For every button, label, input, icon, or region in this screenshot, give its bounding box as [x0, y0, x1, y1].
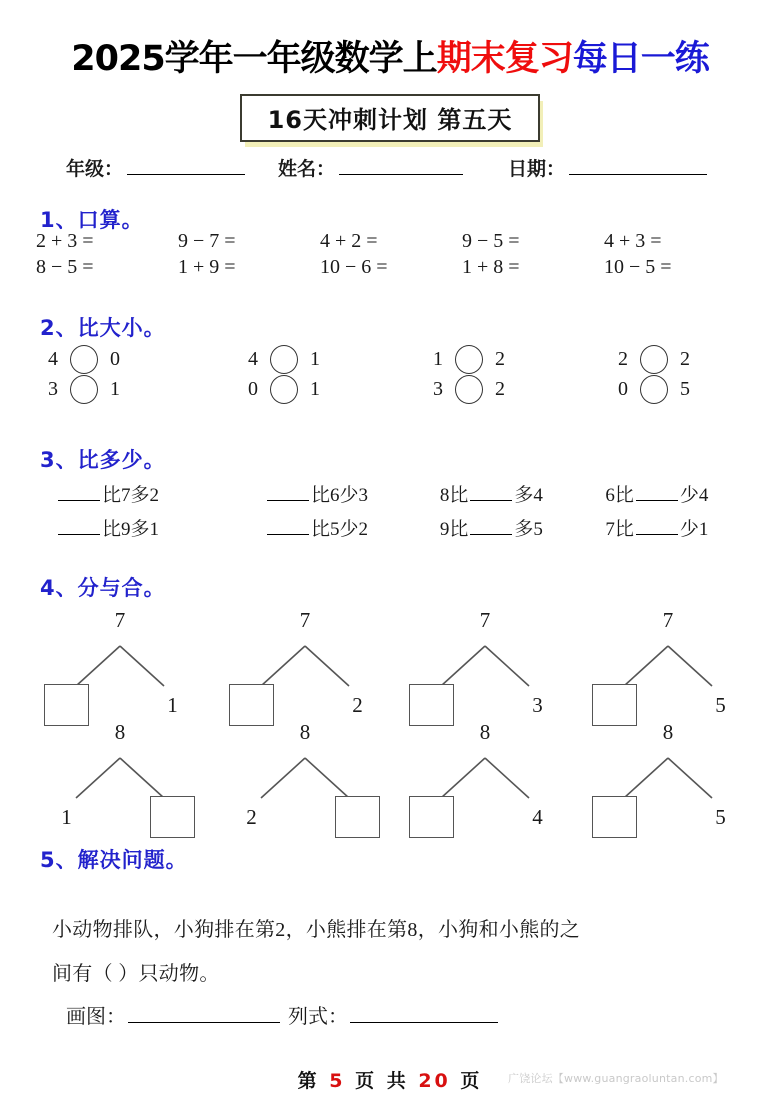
- more-less-cell[interactable]: [245, 480, 440, 507]
- bond-branch-lines: [606, 754, 730, 802]
- bond-total: 8: [662, 720, 674, 744]
- more-less-cell[interactable]: [605, 514, 766, 541]
- grade-field[interactable]: [66, 154, 245, 181]
- plan-box-label: 16天冲刺计划 第五天: [267, 106, 513, 134]
- number-bond: [40, 720, 200, 838]
- plan-box: [240, 94, 541, 142]
- section-4-number-bonds: [0, 608, 780, 838]
- compare-left-number: 1: [433, 347, 443, 370]
- more-less-suffix: 多5: [514, 519, 543, 540]
- calc-row: [36, 230, 746, 256]
- more-less-blank[interactable]: [636, 520, 678, 535]
- more-less-suffix: 少4: [679, 485, 709, 506]
- bond-answer-box[interactable]: [335, 796, 380, 838]
- calc-cell[interactable]: 1 + 9 =: [178, 256, 236, 278]
- date-input-line[interactable]: [569, 159, 707, 175]
- more-less-blank[interactable]: [267, 486, 309, 501]
- compare-group: [421, 344, 541, 404]
- calc-cell[interactable]: 10 − 6 =: [320, 256, 388, 278]
- more-less-prefix: 6比: [605, 485, 634, 506]
- more-less-cell[interactable]: [36, 514, 245, 541]
- formula-input-line[interactable]: [350, 1006, 498, 1023]
- bond-branch-lines: [423, 642, 547, 690]
- footer-prefix: 第: [297, 1070, 320, 1092]
- calc-cell[interactable]: 10 − 5 =: [604, 256, 672, 278]
- more-less-cell[interactable]: [36, 480, 245, 507]
- date-field[interactable]: [508, 154, 707, 181]
- compare-circle[interactable]: [640, 375, 668, 404]
- more-less-blank[interactable]: [470, 520, 512, 535]
- page-number-text: [298, 1066, 483, 1093]
- more-less-blank[interactable]: [58, 486, 100, 501]
- title-segment-red: 期末复习: [436, 39, 573, 79]
- more-less-cell[interactable]: [245, 514, 440, 541]
- compare-circle[interactable]: [455, 375, 483, 404]
- footer-total-pages: 20: [418, 1070, 451, 1092]
- number-bond: [40, 608, 200, 726]
- page-title: [0, 36, 780, 82]
- compare-right-number: 2: [680, 347, 690, 370]
- more-less-blank[interactable]: [58, 520, 100, 535]
- name-field[interactable]: [278, 154, 463, 181]
- compare-group: [236, 344, 356, 404]
- compare-row: [421, 344, 541, 374]
- compare-right-number: 2: [495, 347, 505, 370]
- bond-total: 7: [114, 608, 126, 632]
- calc-cell[interactable]: 2 + 3 =: [36, 230, 94, 252]
- title-segment-black: 2025学年一年级数学上: [71, 39, 437, 79]
- compare-right-number: 0: [110, 347, 120, 370]
- number-bond: [225, 608, 385, 726]
- section-3-heading: 3、比多少。: [40, 448, 166, 472]
- compare-right-number: 1: [310, 377, 320, 400]
- bond-total: 8: [299, 720, 311, 744]
- bond-known-value: 5: [715, 693, 726, 717]
- formula-answer-field[interactable]: [288, 1000, 500, 1029]
- calc-cell[interactable]: 8 − 5 =: [36, 256, 94, 278]
- student-info-row: [0, 152, 780, 182]
- bond-branch-lines: [606, 642, 730, 690]
- compare-left-number: 4: [248, 347, 258, 370]
- calc-row: [36, 256, 746, 282]
- bond-branch-lines: [58, 642, 182, 690]
- more-less-prefix: 9比: [439, 519, 469, 540]
- more-less-blank[interactable]: [470, 486, 512, 501]
- more-less-text: 比6少3: [311, 485, 369, 506]
- calc-cell[interactable]: 4 + 3 =: [604, 230, 662, 252]
- more-less-text: 比7多2: [102, 485, 160, 506]
- bond-known-value: 2: [246, 805, 257, 829]
- bond-known-value: 4: [532, 805, 543, 829]
- bond-total: 7: [479, 608, 491, 632]
- name-input-line[interactable]: [339, 159, 463, 175]
- number-bond: [588, 608, 748, 726]
- bond-known-value: 1: [167, 693, 178, 717]
- section-1-problems: [36, 230, 746, 282]
- bond-answer-box[interactable]: [150, 796, 195, 838]
- more-less-text: 比9多1: [102, 519, 160, 540]
- title-segment-blue: 每日一练: [572, 39, 709, 79]
- compare-circle[interactable]: [270, 375, 298, 404]
- bond-total: 8: [114, 720, 126, 744]
- compare-left-number: 3: [48, 377, 58, 400]
- compare-left-number: 2: [618, 347, 628, 370]
- compare-right-number: 1: [110, 377, 120, 400]
- compare-group: [606, 344, 726, 404]
- bond-known-value: 2: [352, 693, 363, 717]
- more-less-row: [36, 514, 766, 548]
- section-5-heading: 5、解决问题。: [40, 848, 188, 872]
- watermark: 广饶论坛【www.guangraoluntan.com】: [508, 1072, 724, 1085]
- compare-left-number: 0: [618, 377, 628, 400]
- grade-label: 年级：: [66, 159, 124, 180]
- bond-known-value: 5: [715, 805, 726, 829]
- bond-answer-box[interactable]: [592, 796, 637, 838]
- section-4-heading: 4、分与合。: [40, 576, 166, 600]
- compare-row: [606, 344, 726, 374]
- calc-cell[interactable]: 4 + 2 =: [320, 230, 378, 252]
- more-less-blank[interactable]: [267, 520, 309, 535]
- compare-row: [36, 344, 156, 374]
- draw-input-line[interactable]: [128, 1006, 280, 1023]
- more-less-suffix: 少1: [679, 519, 709, 540]
- footer-mid: 页 共: [355, 1070, 409, 1092]
- compare-row: [236, 374, 356, 404]
- compare-row: [606, 374, 726, 404]
- number-bond: [405, 608, 565, 726]
- compare-circle[interactable]: [270, 345, 298, 374]
- compare-circle[interactable]: [455, 345, 483, 374]
- more-less-prefix: 8比: [439, 485, 469, 506]
- name-label: 姓名：: [278, 159, 336, 180]
- number-bond: [588, 720, 748, 838]
- number-bond: [405, 720, 565, 838]
- draw-label: 画图：: [66, 1006, 126, 1028]
- more-less-text: 比5少2: [311, 519, 369, 540]
- bond-total: 7: [662, 608, 674, 632]
- date-label: 日期：: [508, 159, 566, 180]
- section-2-heading: 2、比大小。: [40, 316, 166, 340]
- compare-left-number: 3: [433, 377, 443, 400]
- footer-suffix: 页: [460, 1070, 483, 1092]
- bond-branch-lines: [243, 754, 367, 802]
- more-less-blank[interactable]: [636, 486, 678, 501]
- draw-answer-field[interactable]: [66, 1000, 282, 1029]
- bond-total: 8: [479, 720, 491, 744]
- bond-answer-box[interactable]: [409, 796, 454, 838]
- calc-cell[interactable]: 9 − 7 =: [178, 230, 236, 252]
- calc-cell[interactable]: 9 − 5 =: [462, 230, 520, 252]
- compare-left-number: 0: [248, 377, 258, 400]
- compare-circle[interactable]: [70, 345, 98, 374]
- more-less-cell[interactable]: [605, 480, 766, 507]
- number-bond: [225, 720, 385, 838]
- footer-current-page: 5: [329, 1070, 346, 1092]
- plan-box-wrapper: [0, 94, 780, 142]
- more-less-cell[interactable]: [440, 480, 605, 507]
- bond-branch-lines: [423, 754, 547, 802]
- bond-branch-lines: [58, 754, 182, 802]
- more-less-cell[interactable]: [440, 514, 605, 541]
- compare-left-number: 4: [48, 347, 58, 370]
- grade-input-line[interactable]: [127, 159, 245, 175]
- section-5-problem-line-2: 间有（ ）只动物。: [52, 963, 220, 985]
- compare-circle[interactable]: [70, 375, 98, 404]
- section-2-compare-groups: [36, 344, 756, 424]
- section-3-problems: [36, 480, 766, 548]
- bond-known-value: 3: [532, 693, 543, 717]
- compare-circle[interactable]: [640, 345, 668, 374]
- compare-row: [236, 344, 356, 374]
- calc-cell[interactable]: 1 + 8 =: [462, 256, 520, 278]
- more-less-suffix: 多4: [514, 485, 543, 506]
- more-less-row: [36, 480, 766, 514]
- compare-right-number: 2: [495, 377, 505, 400]
- compare-group: [36, 344, 156, 404]
- compare-right-number: 5: [680, 377, 690, 400]
- section-5-problem-line-1: 小动物排队，小狗排在第2，小熊排在第8，小狗和小熊的之: [52, 919, 581, 941]
- bond-known-value: 1: [61, 805, 72, 829]
- section-1-heading: 1、口算。: [40, 208, 144, 232]
- compare-right-number: 1: [310, 347, 320, 370]
- bond-branch-lines: [243, 642, 367, 690]
- compare-row: [421, 374, 541, 404]
- compare-row: [36, 374, 156, 404]
- bond-total: 7: [299, 608, 311, 632]
- more-less-prefix: 7比: [605, 519, 634, 540]
- formula-label: 列式：: [288, 1006, 348, 1028]
